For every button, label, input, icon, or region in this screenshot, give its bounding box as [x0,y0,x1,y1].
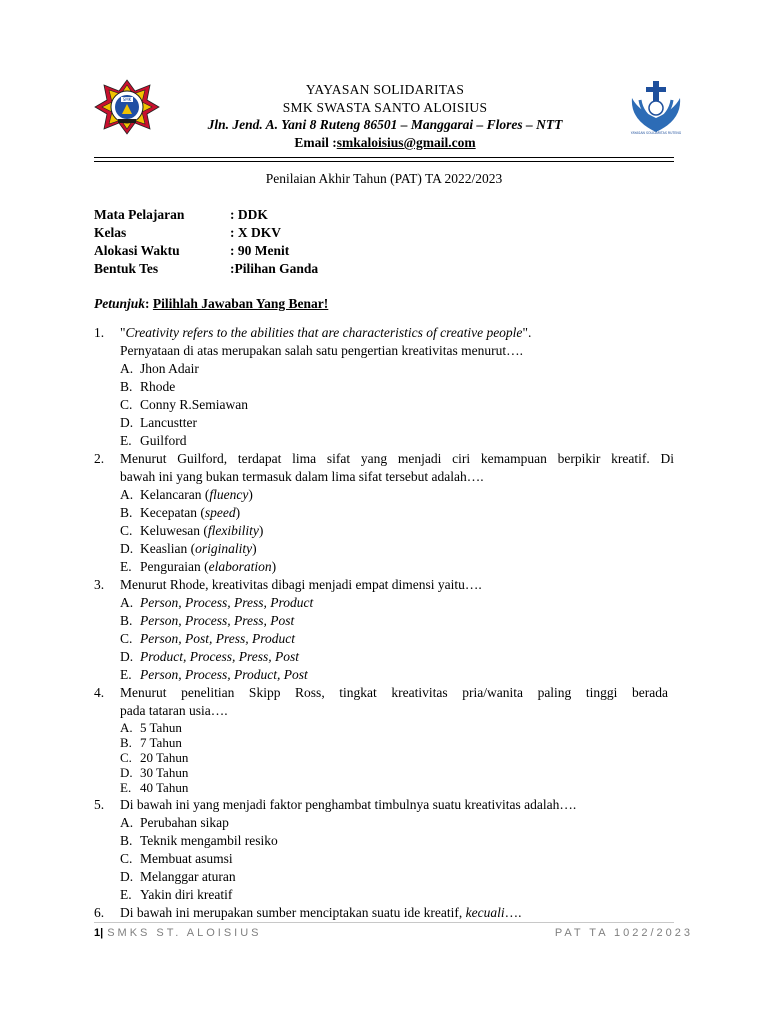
option-letter: B. [120,379,133,394]
option-letter: E. [120,667,132,682]
instruction [94,296,328,312]
option-5e[interactable] [120,887,232,903]
footer-exam-label: PAT TA 1022/2023 [554,927,693,939]
exam-title: Penilaian Akhir Tahun (PAT) TA 2022/2023 [265,171,503,186]
foundation-name: YAYASAN SOLIDARITAS [305,82,465,97]
option-4e[interactable] [120,780,188,796]
option-3d[interactable] [120,649,299,665]
option-tail: ) [248,487,253,502]
info-value: :Pilihan Ganda [230,261,319,276]
question-number: 2. [94,451,105,466]
quote-open: " [120,325,126,340]
option-text: Teknik mengambil resiko [140,833,278,848]
question-6-text [120,905,522,921]
school-name: SMK SWASTA SANTO ALOISIUS [282,100,488,115]
option-3c[interactable] [120,631,295,647]
option-text: Perubahan sikap [140,815,229,830]
header-divider [94,157,674,158]
school-address: Jln. Jend. A. Yani 8 Ruteng 86501 – Manggarai – Flores – NTT [207,117,563,132]
option-4d[interactable] [120,765,188,781]
option-2d[interactable] [120,541,257,557]
question-1-line-2: Pernyataan di atas merupakan salah satu pengertian kreativitas menurut…. [120,343,523,358]
option-2c[interactable] [120,523,263,539]
option-letter: E. [120,559,132,574]
question-6-tail: …. [504,905,522,920]
option-italic: fluency [209,487,249,502]
header-divider-thin [94,161,674,162]
option-letter: B. [120,735,132,750]
question-3-text: Menurut Rhode, kreativitas dibagi menjadi empat dimensi yaitu…. [120,577,482,592]
option-letter: C. [120,750,132,765]
option-3e[interactable] [120,667,308,683]
logo-caption: YAYASAN SOLIDARITAS RUTENG [630,131,682,135]
option-2e[interactable] [120,559,276,575]
question-2-line-2: bawah ini yang bukan termasuk dalam lima sifat tersebut adalah…. [120,469,484,484]
option-italic: originality [195,541,253,556]
option-tail: ) [271,559,277,574]
option-text: 20 Tahun [140,750,189,765]
option-letter: C. [120,523,133,538]
option-1c[interactable] [120,397,248,413]
option-letter: A. [120,487,134,502]
option-3a[interactable] [120,595,313,611]
question-number: 6. [94,905,105,920]
footer-school: SMKS ST. ALOISIUS [107,927,262,939]
option-4b[interactable] [120,735,182,751]
option-2a[interactable] [120,487,253,503]
option-letter: B. [120,505,133,520]
question-2-text: Menurut Guilford, terdapat lima sifat yang menjadi ciri kemampuan berpikir kreatif. Di [120,451,674,466]
option-text: Product, Process, Press, Post [140,649,299,664]
question-number: 1. [94,325,105,340]
option-italic: speed [204,505,236,520]
option-letter: E. [120,780,132,795]
info-value: : X DKV [230,225,281,240]
option-letter: A. [120,815,134,830]
question-6-lead: Di bawah ini merupakan sumber menciptakan suatu ide kreatif, [120,905,466,920]
option-text: Person, Post, Press, Product [140,631,295,646]
option-1d[interactable] [120,415,197,431]
question-number: 5. [94,797,105,812]
option-text: Conny R.Semiawan [140,397,248,412]
question-number: 3. [94,577,105,592]
info-label: Bentuk Tes [94,261,159,276]
option-5c[interactable] [120,851,233,867]
quote-text: Creativity refers to the abilities that are characteristics of creative people [125,325,523,340]
option-5a[interactable] [120,815,229,831]
option-text: 30 Tahun [140,765,189,780]
option-3b[interactable] [120,613,294,629]
option-letter: B. [120,613,133,628]
footer-left [94,927,262,939]
option-text: Kelancaran ( [140,487,210,502]
question-1-text [120,325,531,341]
page-number: 1 [94,927,101,939]
option-4c[interactable] [120,750,188,766]
option-letter: E. [120,433,132,448]
option-letter: C. [120,631,133,646]
logo-text: SMK [122,97,132,102]
school-email [170,135,600,151]
instruction-separator: : [145,296,153,311]
option-1a[interactable] [120,361,199,377]
option-text: 7 Tahun [140,735,182,750]
option-letter: E. [120,887,132,902]
option-text: Lancustter [140,415,197,430]
question-6-italic: kecuali [465,905,505,920]
option-text: Melanggar aturan [140,869,236,884]
option-tail: ) [252,541,257,556]
option-letter: C. [120,851,133,866]
option-tail: ) [235,505,241,520]
option-letter: A. [120,595,134,610]
option-italic: elaboration [208,559,272,574]
option-5b[interactable] [120,833,278,849]
option-text: 40 Tahun [140,780,189,795]
info-label: Alokasi Waktu [94,243,180,258]
option-text: Keluwesan ( [140,523,208,538]
option-5d[interactable] [120,869,236,885]
option-tail: ) [258,523,264,538]
option-text: Jhon Adair [140,361,199,376]
option-letter: D. [120,541,134,556]
option-text: Person, Process, Product, Post [140,667,308,682]
foundation-logo [626,78,686,136]
info-label: Kelas [94,225,127,240]
option-letter: B. [120,833,133,848]
instruction-text: Pilihlah Jawaban Yang Benar! [152,296,329,311]
option-text: Guilford [140,433,187,448]
option-1e[interactable] [120,433,187,449]
option-letter: A. [120,361,134,376]
footer-separator: | [100,927,104,939]
option-letter: D. [120,869,134,884]
option-text: Kecepatan ( [140,505,205,520]
option-text: Rhode [140,379,176,394]
option-text: Keaslian ( [140,541,196,556]
instruction-label: Petunjuk [94,296,146,311]
option-letter: C. [120,397,133,412]
option-text: Person, Process, Press, Product [140,595,314,610]
option-italic: flexibility [207,523,259,538]
school-logo [94,79,160,135]
option-text: 5 Tahun [140,720,182,735]
info-label: Mata Pelajaran [94,207,185,222]
option-text: Penguraian ( [140,559,209,574]
option-letter: D. [120,765,133,780]
option-text: Yakin diri kreatif [140,887,233,902]
email-link[interactable]: smkaloisius@gmail.com [336,135,476,150]
option-text: Person, Process, Press, Post [140,613,295,628]
option-1b[interactable] [120,379,175,395]
info-value: : 90 Menit [230,243,290,258]
question-number: 4. [94,685,105,700]
option-letter: A. [120,720,133,735]
footer-divider [94,922,674,923]
option-letter: D. [120,649,134,664]
option-4a[interactable] [120,720,182,736]
question-4-line-2: pada tataran usia…. [120,703,228,718]
email-label: Email : [294,135,337,150]
option-letter: D. [120,415,134,430]
question-4-text: Menurut penelitian Skipp Ross, tingkat kreativitas pria/wanita paling tinggi berada [120,685,668,700]
quote-close: ". [522,325,532,340]
option-text: Membuat asumsi [140,851,233,866]
option-2b[interactable] [120,505,240,521]
info-value: : DDK [230,207,268,222]
question-5-text: Di bawah ini yang menjadi faktor penghambat timbulnya suatu kreativitas adalah…. [120,797,577,812]
